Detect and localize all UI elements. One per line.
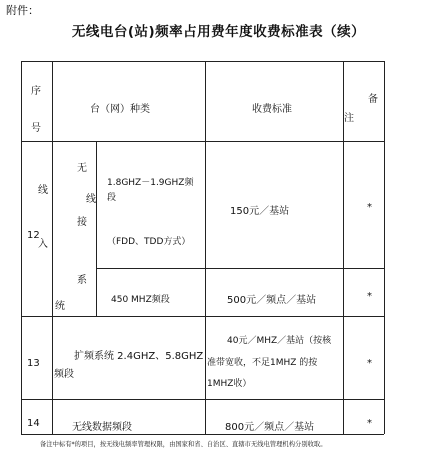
header-type: 台（网）种类 — [90, 104, 150, 115]
page-title: 无线电台(站)频率占用费年度收费标准表（续） — [71, 24, 366, 40]
row12-band1-line3: （FDD、TDD方式） — [107, 237, 191, 247]
footnote: 备注中标有*的项目，按无线电频率管理权限，由国家和省、自治区、直辖市无线电管理机构分别收取。 — [40, 441, 327, 448]
row12-sub2-char-1: 系 — [77, 275, 87, 286]
row14-fee: 800元／频点／基站 — [225, 422, 315, 433]
row12-sub-char-3: 接 — [77, 217, 87, 228]
row13-fee-line2: 准带宽收，不足1MHZ 的按 — [207, 358, 318, 368]
row12-fee1: 150元／基站 — [230, 206, 290, 217]
row13-remark: * — [367, 358, 372, 369]
row14-remark: * — [367, 418, 372, 429]
row12-sub-char-2: 线 — [86, 194, 96, 205]
row14-type: 无线数据频段 — [72, 422, 132, 433]
header-seq-char-2: 号 — [31, 123, 41, 134]
attachment-label: 附件： — [6, 4, 39, 17]
row14-seq: 14 — [27, 418, 40, 429]
row12-band2: 450 MHZ频段 — [111, 295, 170, 305]
row13-fee-line1: 40元／MHZ／基站（按核 — [227, 336, 332, 346]
row12-group-char-1: 线 — [38, 185, 48, 196]
row12-remark1: * — [367, 202, 372, 213]
header-standard: 收费标准 — [252, 104, 292, 115]
header-remark-char-2: 注 — [344, 113, 354, 124]
row12-band1-line2: 段 — [107, 193, 117, 203]
row12-sub-char-1: 无 — [77, 163, 87, 174]
row13-fee-line3: 1MHZ收） — [207, 379, 252, 389]
row12-remark2: * — [367, 291, 372, 302]
row13-type-line1: 扩频系统 2.4GHZ、5.8GHZ — [74, 351, 204, 362]
row13-type-line2: 频段 — [54, 369, 74, 380]
row12-fee2: 500元／频点／基站 — [227, 295, 317, 306]
row12-seq: 12 — [27, 230, 40, 241]
header-remark-char-1: 备 — [368, 94, 378, 105]
row12-group-char-2: 入 — [38, 239, 48, 250]
row12-band1-line1: 1.8GHZ－1.9GHZ频 — [107, 178, 194, 188]
row13-seq: 13 — [27, 358, 40, 369]
header-seq-char-1: 序 — [31, 86, 41, 97]
row12-sub2-char-2: 统 — [55, 301, 65, 312]
